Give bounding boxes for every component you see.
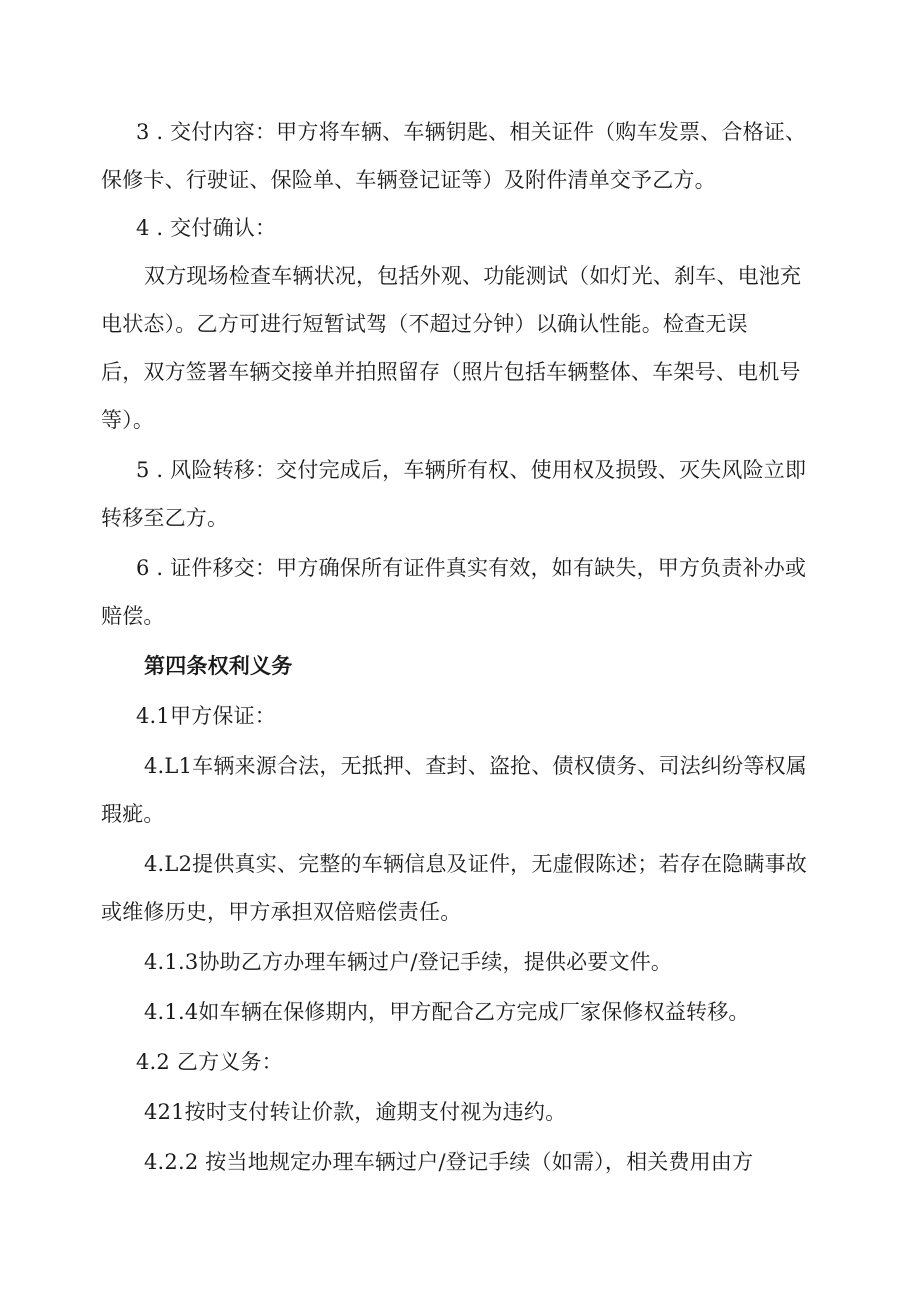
clause-4-heading: 4 . 交付确认：	[136, 216, 277, 240]
item-4-1-1-line-2: 瑕疵。	[101, 802, 165, 826]
clause-6-line-2: 赔偿。	[101, 604, 165, 628]
clause-4-line-2: 电状态）。乙方可进行短暂试驾（不超过分钟）以确认性能。检查无误	[101, 312, 748, 336]
item-4-2-2-line-1: 4.2.2 按当地规定办理车辆过户/登记手续（如需），相关费用由方	[144, 1150, 754, 1174]
article-4-heading: 第四条权利义务	[144, 653, 293, 678]
clause-3-line-1: 3 . 交付内容：甲方将车辆、车辆钥匙、相关证件（购车发票、合格证、	[136, 120, 807, 144]
item-4-1-1-line-1: 4.L1车辆来源合法，无抵押、查封、盗抢、债权债务、司法纠纷等权属	[144, 754, 807, 778]
clause-3-line-2: 保修卡、行驶证、保险单、车辆登记证等）及附件清单交予乙方。	[101, 168, 716, 192]
clause-4-line-1: 双方现场检查车辆状况，包括外观、功能测试（如灯光、刹车、电池充	[144, 264, 802, 288]
item-4-1-2-line-1: 4.L2提供真实、完整的车辆信息及证件，无虚假陈述；若存在隐瞒事故	[144, 852, 807, 876]
clause-4-line-3: 后，双方签署车辆交接单并拍照留存（照片包括车辆整体、车架号、电机号	[101, 360, 801, 384]
item-4-1-3: 4.1.3协助乙方办理车辆过户/登记手续，提供必要文件。	[144, 950, 673, 974]
section-4-2-heading: 4.2 乙方义务：	[136, 1050, 283, 1074]
item-4-2-1: 421按时支付转让价款，逾期支付视为违约。	[144, 1100, 567, 1124]
item-4-1-2-line-2: 或维修历史，甲方承担双倍赔偿责任。	[101, 900, 462, 924]
clause-5-line-2: 转移至乙方。	[101, 506, 229, 530]
section-4-1-heading: 4.1甲方保证：	[136, 704, 276, 728]
item-4-1-4: 4.1.4如车辆在保修期内，甲方配合乙方完成厂家保修权益转移。	[144, 1000, 750, 1024]
clause-6-line-1: 6 . 证件移交：甲方确保所有证件真实有效，如有缺失，甲方负责补办或	[136, 556, 807, 580]
clause-5-line-1: 5 . 风险转移：交付完成后，车辆所有权、使用权及损毁、灭失风险立即	[136, 458, 807, 482]
clause-4-line-4: 等）。	[101, 408, 155, 432]
